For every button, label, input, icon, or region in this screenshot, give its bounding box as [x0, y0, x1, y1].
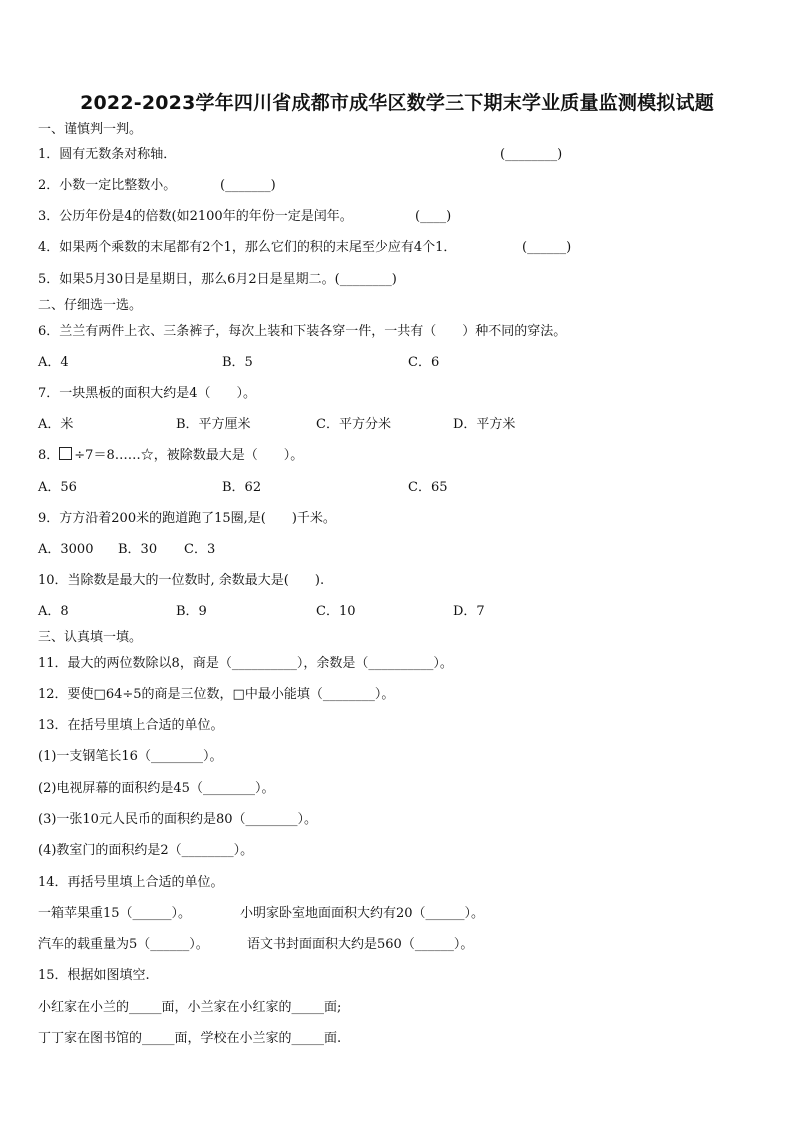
question-2: 2．小数一定比整数小。: [38, 178, 177, 193]
question-10: 10．当除数是最大的一位数时, 余数最大是( ).: [38, 573, 325, 588]
question-6-option-a[interactable]: A．4: [38, 355, 69, 370]
question-9-option-b[interactable]: B．30: [118, 542, 158, 557]
question-4-answer-blank[interactable]: (______): [522, 240, 572, 255]
blank-square-icon: [59, 447, 72, 460]
question-10-option-c[interactable]: C．10: [316, 604, 356, 619]
question-10-option-a[interactable]: A．8: [38, 604, 69, 619]
question-8-option-c[interactable]: C．65: [408, 480, 448, 495]
question-7: 7．一块黑板的面积大约是4（ ）。: [38, 386, 257, 401]
question-8-option-a[interactable]: A．56: [38, 480, 77, 495]
question-7-option-a[interactable]: A．米: [38, 417, 74, 432]
question-13-part-3: (3)一张10元人民币的面积约是80（________）。: [38, 812, 317, 827]
page-title: 2022-2023学年四川省成都市成华区数学三下期末学业质量监测模拟试题: [80, 92, 714, 114]
section-heading-2: 二、仔细选一选。: [38, 298, 143, 313]
question-10-option-d[interactable]: D．7: [453, 604, 485, 619]
question-1: 1．圆有无数条对称轴．: [38, 147, 177, 162]
question-8: [38, 447, 303, 465]
question-1-answer-blank[interactable]: (________): [500, 147, 563, 162]
question-11: 11．最大的两位数除以8，商是（__________），余数是（__________）。: [38, 656, 453, 671]
question-5: 5．如果5月30日是星期日，那么6月2日是星期二。(________): [38, 272, 397, 287]
question-13-part-1: (1)一支钢笔长16（________）。: [38, 749, 223, 764]
question-13-part-4: (4)教室门的面积约是2（________）。: [38, 843, 254, 858]
question-3-answer-blank[interactable]: (____): [415, 209, 452, 224]
question-9-option-c[interactable]: C．3: [184, 542, 216, 557]
question-7-option-c[interactable]: C．平方分米: [316, 417, 391, 432]
question-15-line-2: 丁丁家在图书馆的_____面，学校在小兰家的_____面.: [38, 1031, 342, 1046]
question-8-number: 8．: [38, 448, 60, 463]
question-6-option-b[interactable]: B．5: [222, 355, 253, 370]
question-9-option-a[interactable]: A．3000: [38, 542, 94, 557]
question-14-item-1: 一箱苹果重15（______）。: [38, 906, 192, 921]
question-3: 3．公历年份是4的倍数(如2100年的年份一定是闰年。: [38, 209, 353, 224]
question-6: 6．兰兰有两件上衣、三条裤子，每次上装和下装各穿一件，一共有（ ）种不同的穿法。: [38, 324, 567, 339]
question-8-text: ÷7＝8……☆，被除数最大是（ ）。: [74, 448, 304, 463]
question-6-option-c[interactable]: C．6: [408, 355, 440, 370]
question-8-option-b[interactable]: B．62: [222, 480, 262, 495]
section-heading-1: 一、谨慎判一判。: [38, 122, 143, 137]
question-13: 13．在括号里填上合适的单位。: [38, 718, 224, 733]
question-7-option-d[interactable]: D．平方米: [453, 417, 516, 432]
question-15: 15．根据如图填空.: [38, 968, 150, 983]
question-15-line-1: 小红家在小兰的_____面，小兰家在小红家的_____面;: [38, 1000, 342, 1015]
question-2-answer-blank[interactable]: (_______): [220, 178, 276, 193]
question-14-item-3: 汽车的载重量为5（______）。: [38, 937, 209, 952]
question-14: 14．再括号里填上合适的单位。: [38, 875, 224, 890]
question-9: 9．方方沿着200米的跑道跑了15圈,是( )千米。: [38, 511, 336, 526]
question-14-item-4: 语文书封面面积大约是560（______）。: [247, 937, 474, 952]
question-7-option-b[interactable]: B．平方厘米: [176, 417, 251, 432]
question-4: 4．如果两个乘数的末尾都有2个1，那么它们的积的末尾至少应有4个1．: [38, 240, 457, 255]
question-13-part-2: (2)电视屏幕的面积约是45（________）。: [38, 781, 275, 796]
question-12: 12．要使□64÷5的商是三位数，□中最小能填（________）。: [38, 687, 395, 702]
question-10-option-b[interactable]: B．9: [176, 604, 207, 619]
question-14-item-2: 小明家卧室地面面积大约有20（______）。: [240, 906, 485, 921]
section-heading-3: 三、认真填一填。: [38, 630, 143, 645]
